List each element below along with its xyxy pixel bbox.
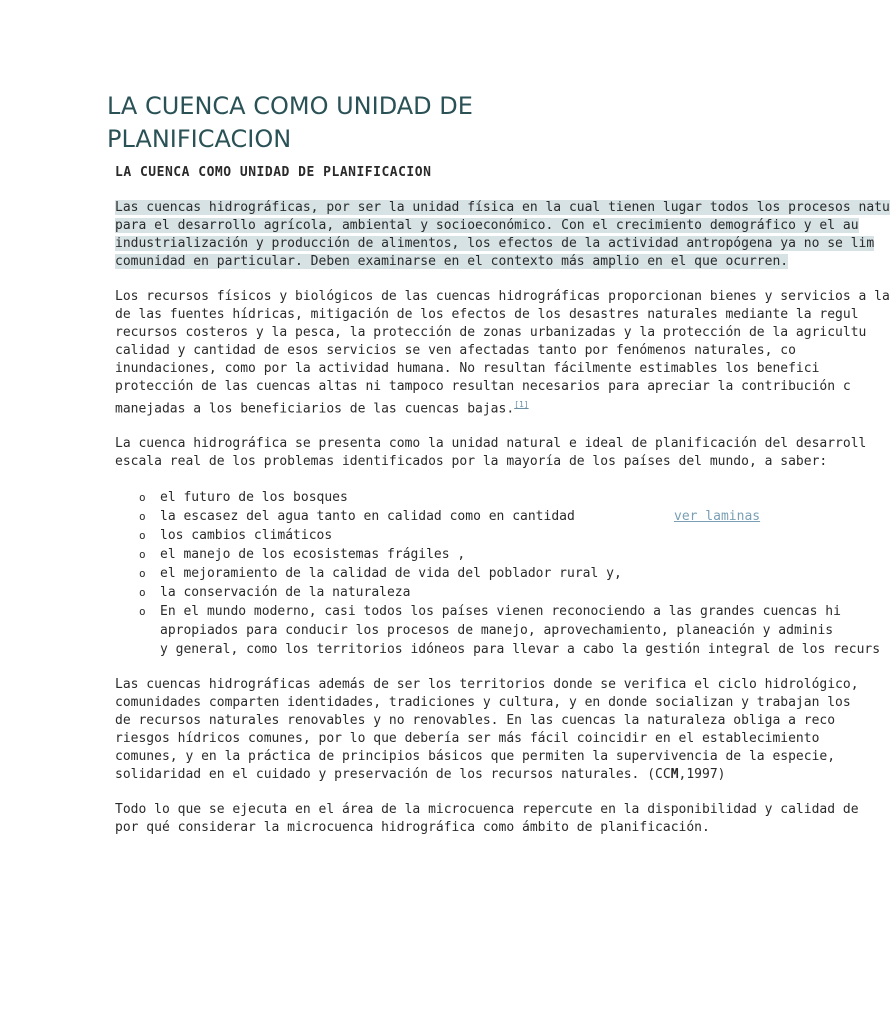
text-line: comunes, y en la práctica de principios básicos que permiten la supervivencia de la especie, (115, 749, 836, 765)
page-title-line-2: PLANIFICACION (107, 125, 292, 153)
list-item-text: En el mundo moderno, casi todos los países vienen reconociendo a las grandes cuencas hi (160, 604, 841, 620)
highlighted-text-line: comunidad en particular. Deben examinarse en el contexto más amplio en el que ocurren. (115, 254, 789, 269)
bullet-icon: o (139, 529, 146, 543)
list-item (115, 545, 835, 564)
bullet-icon: o (139, 567, 146, 581)
citation-bold: M (670, 767, 679, 783)
text-line-last (115, 766, 835, 784)
bullet-icon: o (139, 586, 146, 600)
paragraph-recursos (115, 288, 890, 418)
paragraph-territorios (115, 676, 859, 784)
problems-list (115, 488, 881, 659)
list-item-text: el mejoramiento de la calidad de vida del poblador rural y, (160, 566, 622, 582)
bullet-icon: o (139, 605, 146, 619)
footnote-link[interactable]: [1] (514, 400, 529, 409)
highlighted-text-line: Las cuencas hidrográficas, por ser la unidad física en la cual tienen lugar todos los procesos natu (115, 200, 890, 215)
text-line: de recursos naturales renovables y no renovables. En las cuencas la naturaleza obliga a reco (115, 713, 836, 729)
article-body (115, 164, 890, 837)
citation-end: ,1997) (678, 767, 726, 783)
text-line: calidad y cantidad de esos servicios se ven afectadas tanto por fenómenos naturales, co (115, 343, 796, 358)
bullet-icon: o (139, 548, 146, 562)
list-item-text: y general, como los territorios idóneos para llevar a cabo la gestión integral de los recurs (160, 642, 881, 658)
list-item (115, 583, 835, 602)
paragraph-microcuenca (115, 801, 859, 837)
list-item (115, 526, 835, 545)
text-line-last (115, 396, 835, 418)
section-subheading: LA CUENCA COMO UNIDAD DE PLANIFICACION (115, 165, 432, 180)
text-line: Los recursos físicos y biológicos de las cuencas hidrográficas proporcionan bienes y servicios a la (115, 289, 890, 304)
list-item-text: el manejo de los ecosistemas frágiles , (160, 547, 466, 563)
highlighted-text-line: industrialización y producción de alimentos, los efectos de la actividad antropógena ya no se lim (115, 236, 875, 251)
text-line: recursos costeros y la pesca, la protección de zonas urbanizadas y la protección de la agricultu (115, 325, 867, 340)
text-line: por qué considerar la microcuenca hidrográfica como ámbito de planificación. (115, 820, 710, 836)
page-title-line-1: LA CUENCA COMO UNIDAD DE (107, 92, 473, 120)
text-line: La cuenca hidrográfica se presenta como la unidad natural e ideal de planificación del desarroll (115, 436, 867, 452)
list-item-text: apropiados para conducir los procesos de manejo, aprovechamiento, planeación y adminis (160, 623, 834, 639)
page-title (107, 90, 747, 156)
text-line: riesgos hídricos comunes, por lo que debería ser más fácil coincidir en el establecimiento (115, 731, 820, 747)
text-line: comunidades comparten identidades, tradiciones y cultura, y en donde socializan y trabajan los (115, 695, 851, 711)
text-line: Todo lo que se ejecuta en el área de la microcuenca repercute en la disponibilidad y calidad de (115, 802, 859, 818)
highlighted-text-line: para el desarrollo agrícola, ambiental y socioeconómico. Con el crecimiento demográfico y el au (115, 218, 859, 233)
list-item (115, 564, 835, 583)
text-line: de las fuentes hídricas, mitigación de los efectos de los desastres naturales mediante la regul (115, 307, 859, 322)
list-item (115, 507, 835, 526)
list-item (115, 602, 881, 659)
paragraph-unidad-natural (115, 435, 867, 471)
text-line: manejadas a los beneficiarios de las cuencas bajas. (115, 401, 515, 417)
bullet-icon: o (139, 491, 146, 505)
bullet-icon: o (139, 510, 146, 524)
ver-laminas-link[interactable]: ver laminas (674, 509, 761, 525)
list-item-text: la escasez del agua tanto en calidad como en cantidad (160, 509, 575, 525)
list-item-text: la conservación de la naturaleza (160, 585, 411, 601)
list-item (115, 488, 835, 507)
text-line: inundaciones, como por la actividad humana. No resultan fácilmente estimables los benefici (115, 361, 820, 376)
list-item-text: el futuro de los bosques (160, 490, 348, 506)
paragraph-intro (115, 199, 890, 271)
text-line: escala real de los problemas identificados por la mayoría de los países del mundo, a saber: (115, 454, 828, 470)
text-line: protección de las cuencas altas ni tampoco resultan necesarios para apreciar la contribución c (115, 379, 851, 394)
text-line: Las cuencas hidrográficas además de ser los territorios donde se verifica el ciclo hidrológico, (115, 677, 859, 693)
text-line: solidaridad en el cuidado y preservación de los recursos naturales. (CC (115, 767, 671, 783)
list-item-text: los cambios climáticos (160, 528, 333, 544)
